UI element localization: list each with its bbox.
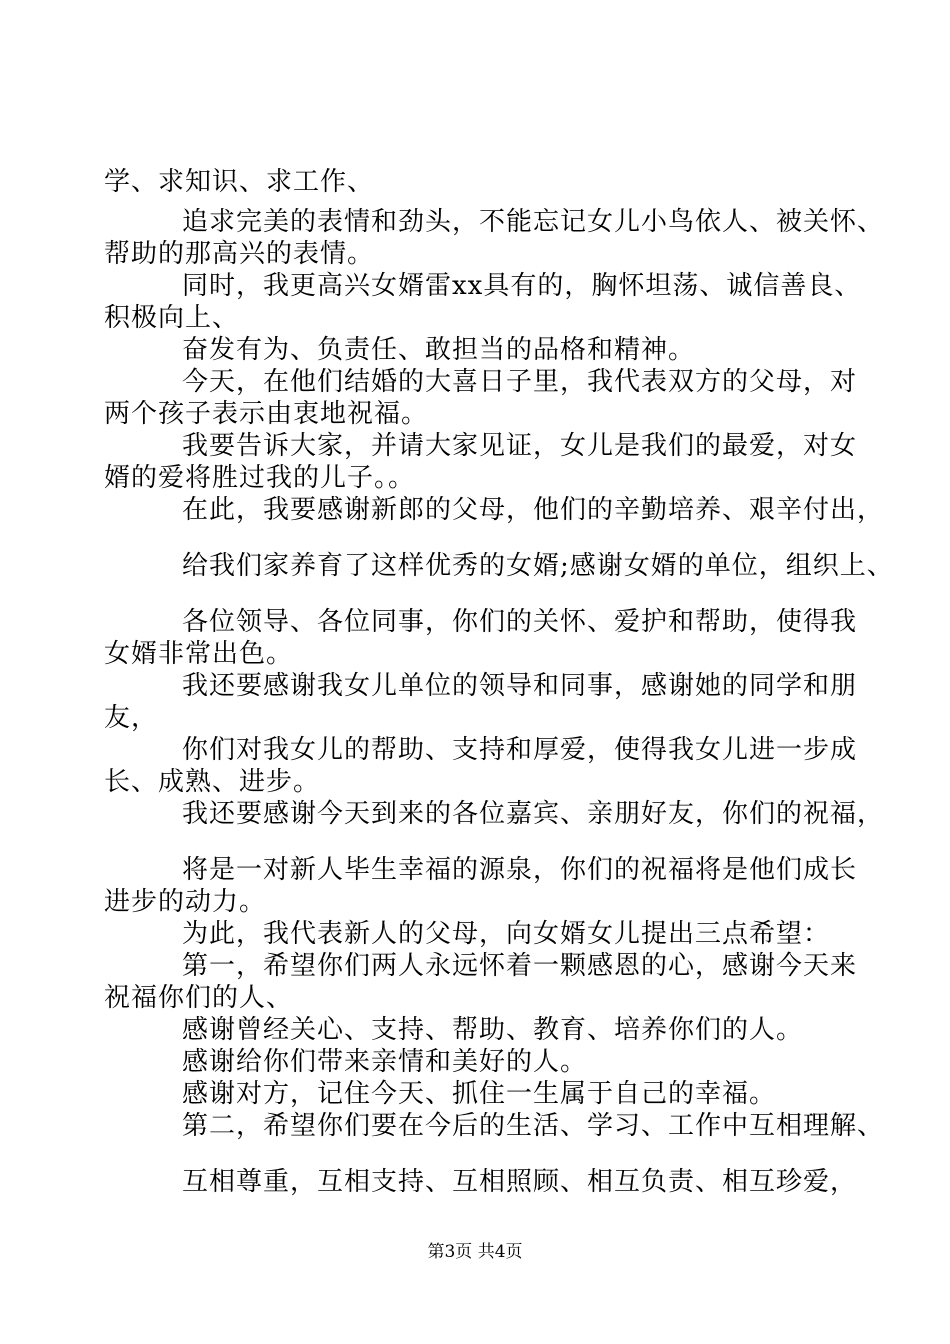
text-line: 感谢给你们带来亲情和美好的人。 (182, 1047, 588, 1077)
text-line: 长、成熟、进步。 (104, 767, 321, 797)
text-line: 帮助的那高兴的表情。 (104, 239, 375, 269)
text-line: 你们对我女儿的帮助、支持和厚爱，使得我女儿进一步成 (182, 735, 858, 765)
text-line: 友， (104, 703, 159, 733)
text-line: 感谢对方，记住今天、抓住一生属于自己的幸福。 (182, 1079, 777, 1109)
text-line: 积极向上、 (104, 303, 240, 333)
text-line: 给我们家养育了这样优秀的女婿;感谢女婿的单位，组织上、 (182, 551, 894, 581)
text-line: 各位领导、各位同事，你们的关怀、爱护和帮助，使得我 (182, 607, 858, 637)
page-number-footer: 第3页 共4页 (427, 1242, 523, 1262)
text-line: 在此，我要感谢新郎的父母，他们的辛勤培养、艰辛付出， (182, 495, 885, 525)
text-line: 我要告诉大家，并请大家见证，女儿是我们的最爱，对女 (182, 431, 858, 461)
text-line: 女婿非常出色。 (104, 639, 294, 669)
text-line: 将是一对新人毕生幸福的源泉，你们的祝福将是他们成长 (182, 855, 858, 885)
text-line: 今天，在他们结婚的大喜日子里，我代表双方的父母，对 (182, 367, 858, 397)
text-line: 我还要感谢今天到来的各位嘉宾、亲朋好友，你们的祝福， (182, 799, 885, 829)
text-line: 追求完美的表情和劲头，不能忘记女儿小鸟依人、被关怀、 (182, 207, 885, 237)
text-line: 第一，希望你们两人永远怀着一颗感恩的心，感谢今天来 (182, 951, 858, 981)
text-line: 第二，希望你们要在今后的生活、学习、工作中互相理解、 (182, 1111, 885, 1141)
text-line: 感谢曾经关心、支持、帮助、教育、培养你们的人。 (182, 1015, 804, 1045)
text-line: 祝福你们的人、 (104, 983, 294, 1013)
text-line: 互相尊重，互相支持、互相照顾、相互负责、相互珍爱， (182, 1167, 858, 1197)
text-line: 奋发有为、负责任、敢担当的品格和精神。 (182, 335, 696, 365)
text-line: 两个孩子表示由衷地祝福。 (104, 399, 429, 429)
text-line: 学、求知识、求工作、 (104, 167, 375, 197)
text-line: 为此，我代表新人的父母，向女婿女儿提出三点希望： (182, 919, 831, 949)
text-line: 婿的爱将胜过我的儿子。。 (104, 463, 416, 493)
text-line: 进步的动力。 (104, 887, 267, 917)
text-line: 我还要感谢我女儿单位的领导和同事，感谢她的同学和朋 (182, 671, 858, 701)
text-line: 同时，我更高兴女婿雷xx具有的，胸怀坦荡、诚信善良、 (182, 271, 862, 301)
